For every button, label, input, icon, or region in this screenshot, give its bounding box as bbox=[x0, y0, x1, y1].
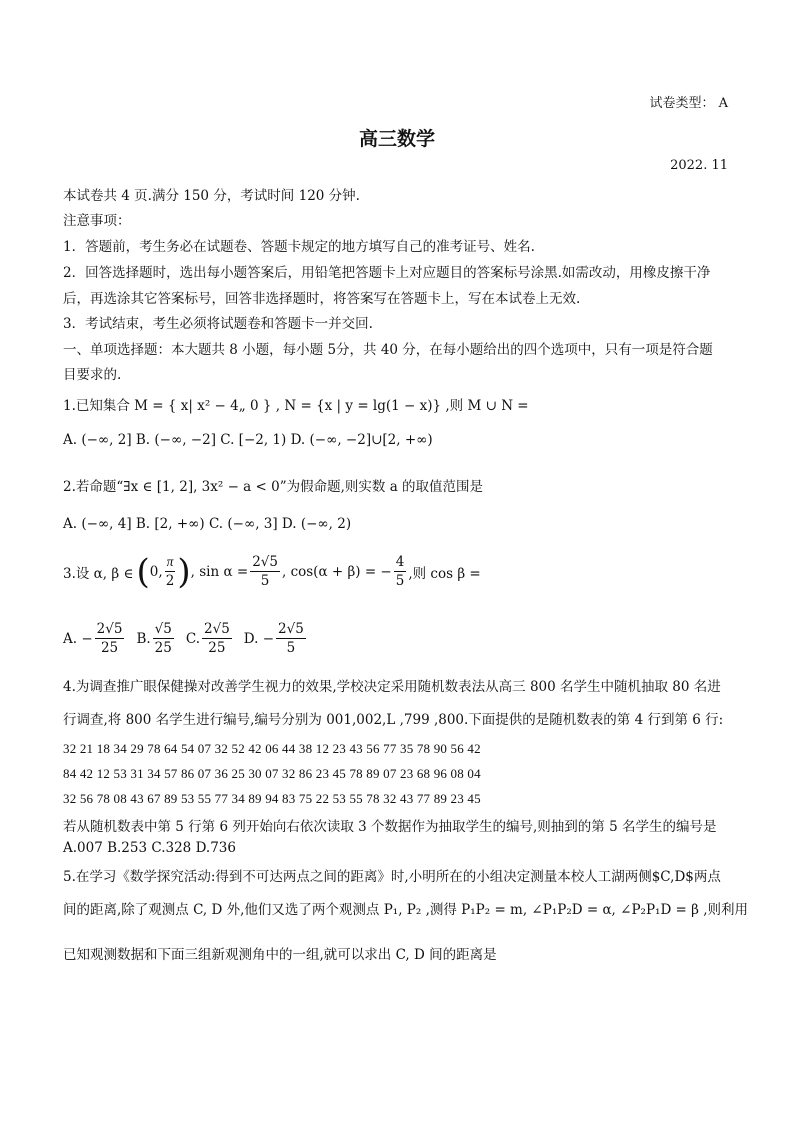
q3-cos-num: 4 bbox=[395, 554, 405, 570]
q3-opt-a-frac bbox=[95, 620, 125, 657]
q3-stem-c: , cos(α + β) = − bbox=[281, 563, 392, 580]
note-3: 3．考试结束，考生必须将试题卷和答题卡一并交回. bbox=[63, 316, 373, 332]
q5-stem-a: 5.在学习《数学探究活动:得到不可达两点之间的距离》时,小明所在的小组决定测量本校人工湖两侧$C,D$两点 bbox=[63, 869, 721, 885]
q3-interval bbox=[136, 553, 190, 590]
q3-pi-over-2 bbox=[165, 553, 176, 590]
q3-sin-num: 2√5 bbox=[252, 554, 278, 570]
q3-paren-left: ( bbox=[136, 551, 150, 592]
q1-stem: 1.已知集合 M = { x| x² − 4„ 0 } , N = {x | y = lg(1 − x)} ,则 M ∪ N = bbox=[63, 398, 529, 414]
q3-opt-b-num: √5 bbox=[154, 621, 172, 637]
q3-cos-frac bbox=[394, 553, 407, 590]
q3-stem-b: , sin α = bbox=[190, 563, 249, 580]
q3-stem-d: ,则 cos β = bbox=[408, 565, 481, 582]
intro-line: 本试卷共 4 页.满分 150 分，考试时间 120 分钟. bbox=[63, 188, 360, 204]
note-1: 1．答题前，考生务必在试题卷、答题卡规定的地方填写自己的准考证号、姓名. bbox=[63, 239, 535, 255]
q3-opt-d-num: 2√5 bbox=[278, 621, 304, 637]
q3-options bbox=[63, 620, 308, 657]
q5-stem-b: 间的距离,除了观测点 C, D 外,他们又选了两个观测点 P₁, P₂ ,测得 P₁P₂ = m, ∠P₁P₂D = α, ∠P₂P₁D = β ,则利用 bbox=[63, 902, 749, 918]
section-heading-b: 目要求的. bbox=[63, 367, 122, 383]
q1-options: A. (−∞, 2] B. (−∞, −2] C. [−2, 1) D. (−∞, −2]∪[2, +∞) bbox=[63, 432, 433, 448]
exam-date: 2022. 11 bbox=[670, 158, 728, 173]
q3-opt-c-num: 2√5 bbox=[204, 621, 230, 637]
q3-stem-a: 3.设 α, β ∈ bbox=[63, 565, 134, 582]
q3-sin-frac bbox=[250, 553, 280, 590]
q3-opt-d-label: D. − bbox=[243, 630, 275, 647]
q3-stem bbox=[63, 553, 481, 590]
q3-opt-b-label: B. bbox=[136, 630, 151, 647]
q3-cos-den: 5 bbox=[395, 573, 405, 589]
q3-opt-d-den: 5 bbox=[286, 640, 296, 656]
note-2b: 后，再选涂其它答案标号，回答非选择题时，将答案写在答题卡上，写在本试卷上无效. bbox=[63, 291, 581, 307]
q3-opt-b-den: 25 bbox=[154, 640, 172, 656]
q3-opt-a-num: 2√5 bbox=[96, 621, 123, 637]
section-heading-a: 一、单项选择题：本大题共 8 小题，每小题 5分，共 40 分，在每小题给出的四个选项中，只有一项是符合题 bbox=[63, 342, 713, 358]
paper-type: 试卷类型： A bbox=[649, 96, 728, 111]
notes-heading: 注意事项： bbox=[63, 213, 131, 229]
q3-opt-b-frac bbox=[153, 620, 174, 657]
q2-stem: 2.若命题“∃x ∈ [1, 2], 3x² − a < 0”为假命题,则实数 a 的取值范围是 bbox=[63, 479, 484, 495]
random-table-row-1: 32 21 18 34 29 78 64 54 07 32 52 42 06 44 38 12 23 43 56 77 35 78 90 56 42 bbox=[63, 741, 481, 756]
q3-pi: π bbox=[165, 553, 176, 572]
q3-opt-a-den: 25 bbox=[100, 640, 119, 656]
q3-opt-c-den: 25 bbox=[208, 640, 226, 656]
q3-paren-right: ) bbox=[177, 551, 191, 592]
q4-stem-c: 若从随机数表中第 5 行第 6 列开始向右依次读取 3 个数据作为抽取学生的编号,则抽到的第 5 名学生的编号是 bbox=[63, 819, 717, 835]
q4-stem-a: 4.为调查推广眼保健操对改善学生视力的效果,学校决定采用随机数表法从高三 800 名学生中随机抽取 80 名进 bbox=[63, 679, 721, 695]
q5-stem-c: 已知观测数据和下面三组新观测角中的一组,就可以求出 C, D 间的距离是 bbox=[63, 947, 497, 963]
q3-opt-c-label: C. bbox=[185, 630, 200, 647]
q3-opt-a-label: A. − bbox=[63, 630, 93, 647]
q4-options: A.007 B.253 C.328 D.736 bbox=[63, 840, 236, 856]
q2-options: A. (−∞, 4] B. [2, +∞) C. (−∞, 3] D. (−∞, 2) bbox=[63, 516, 352, 532]
q3-interval-left: 0, bbox=[149, 563, 163, 580]
random-table-row-2: 84 42 12 53 31 34 57 86 07 36 25 30 07 32 86 23 45 78 89 07 23 68 96 08 04 bbox=[63, 766, 481, 781]
q3-two: 2 bbox=[165, 573, 175, 589]
note-2a: 2．回答选择题时，选出每小题答案后，用铅笔把答题卡上对应题目的答案标号涂黑.如需改动，用橡皮擦干净 bbox=[63, 265, 711, 281]
page-title: 高三数学 bbox=[358, 128, 435, 150]
random-table-row-3: 32 56 78 08 43 67 89 53 55 77 34 89 94 83 75 22 53 55 78 32 43 77 89 23 45 bbox=[63, 791, 481, 806]
q3-opt-d-frac bbox=[276, 620, 306, 657]
q3-opt-c-frac bbox=[202, 620, 232, 657]
q4-stem-b: 行调查,将 800 名学生进行编号,编号分别为 001,002,L ,799 ,800.下面提供的是随机数表的第 4 行到第 6 行: bbox=[63, 712, 724, 728]
q3-sin-den: 5 bbox=[260, 573, 270, 589]
